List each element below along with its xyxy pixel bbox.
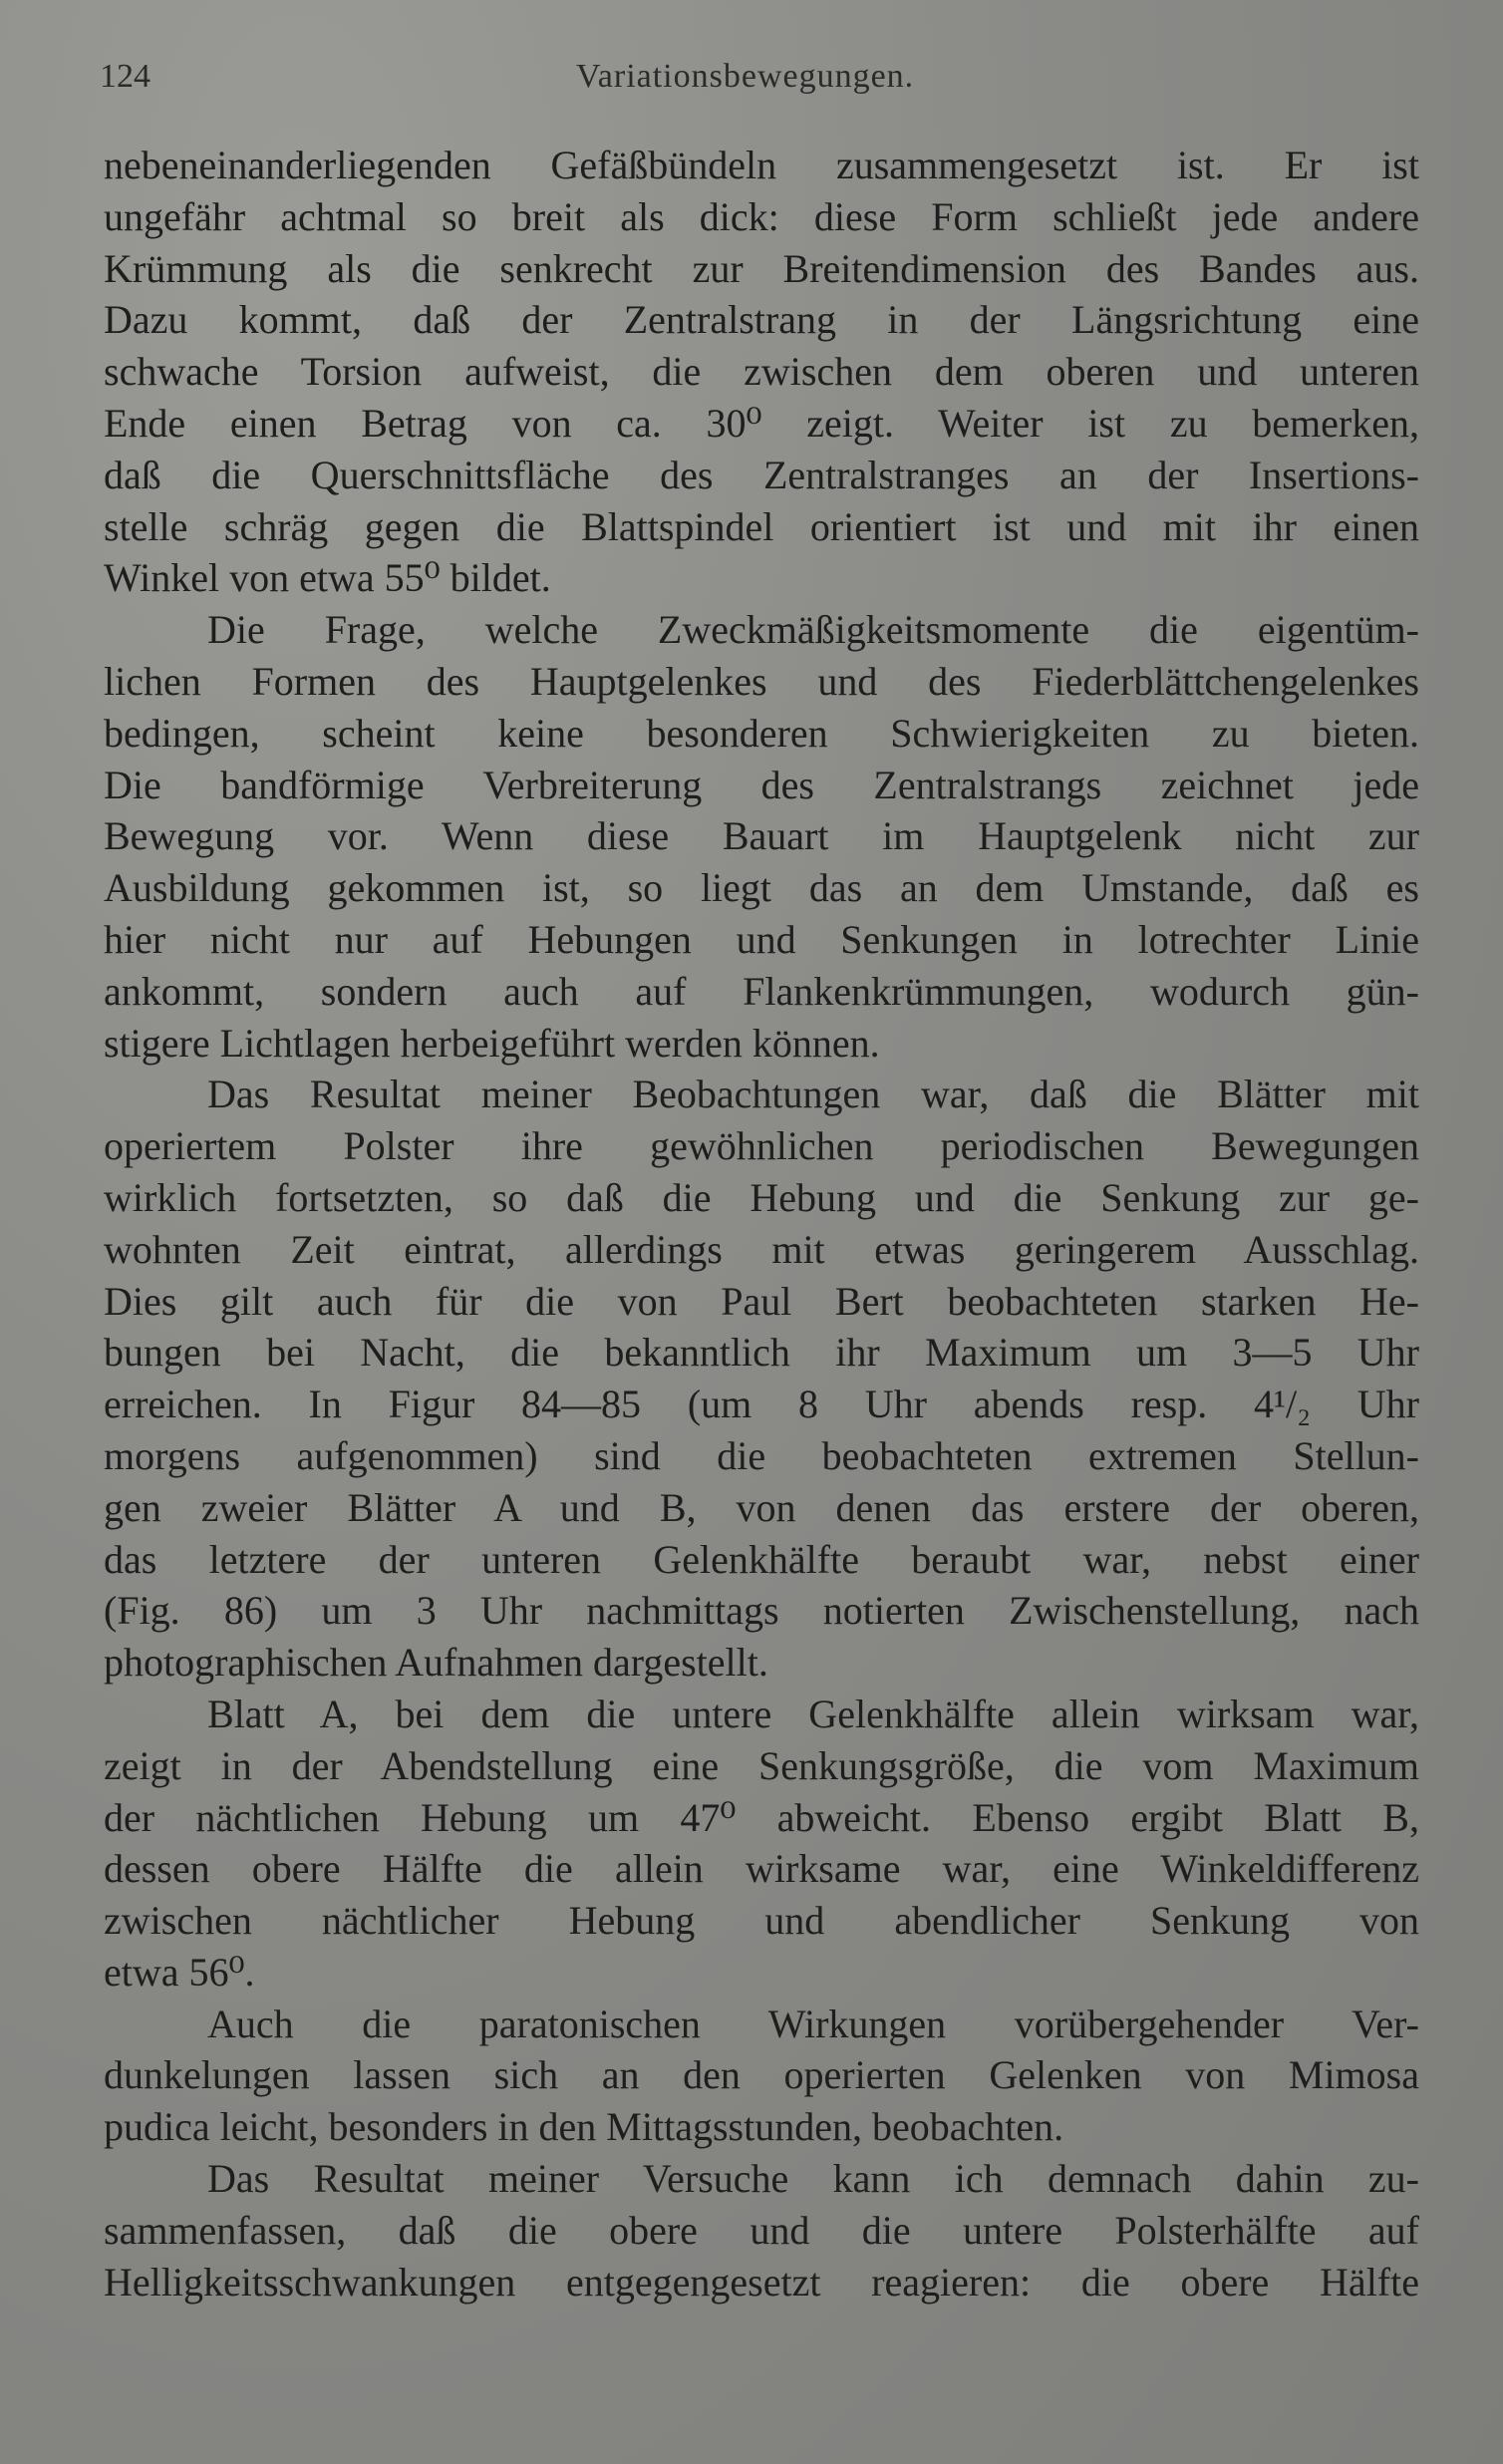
text-line: bungen bei Nacht, die bekanntlich ihr Maximum um 3—5 Uhr	[104, 1330, 1419, 1376]
page-number: 124	[100, 58, 150, 95]
text-line: nebeneinanderliegenden Gefäßbündeln zusammengesetzt ist. Er ist	[104, 143, 1419, 187]
text-line: Dies gilt auch für die von Paul Bert beobachteten starken He-	[104, 1278, 1419, 1324]
text-line: der nächtlichen Hebung um 47⁰ abweicht. Ebenso ergibt Blatt B,	[104, 1794, 1419, 1840]
text-line: operiertem Polster ihre gewöhnlichen periodischen Bewegungen	[104, 1123, 1419, 1169]
paragraph	[104, 1689, 1419, 1999]
text-line: Die Frage, welche Zweckmäßigkeitsmomente die eigentüm-	[207, 607, 1419, 653]
text-line: schwache Torsion aufweist, die zwischen dem oberen und unteren	[104, 349, 1419, 395]
text-line: (Fig. 86) um 3 Uhr nachmittags notierten Zwischenstellung, nach	[104, 1588, 1419, 1634]
text-line: ankommt, sondern auch auf Flankenkrümmungen, wodurch gün-	[104, 968, 1419, 1014]
paragraph	[104, 1069, 1419, 1689]
text-line: dunkelungen lassen sich an den operierten Gelenken von Mimosa	[104, 2052, 1419, 2098]
text-line: dessen obere Hälfte die allein wirksame war, eine Winkeldifferenz	[104, 1846, 1419, 1892]
text-line: Helligkeitsschwankungen entgegengesetzt reagieren: die obere Hälfte	[104, 2259, 1419, 2305]
text-line: Ende einen Betrag von ca. 30⁰ zeigt. Weiter ist zu bemerken,	[104, 400, 1419, 446]
running-title: Variationsbewegungen.	[576, 58, 915, 95]
paragraph	[104, 1999, 1419, 2153]
text-line: photographischen Aufnahmen dargestellt.	[104, 1640, 768, 1686]
text-line: Blatt A, bei dem die untere Gelenkhälfte allein wirksam war,	[207, 1691, 1419, 1736]
paragraph	[104, 2153, 1419, 2308]
text-line: Winkel von etwa 55⁰ bildet.	[104, 555, 551, 601]
text-line: stelle schräg gegen die Blattspindel orientiert ist und mit ihr einen	[104, 503, 1419, 549]
text-line: Das Resultat meiner Beobachtungen war, daß die Blätter mit	[207, 1072, 1419, 1117]
paragraph	[104, 140, 1419, 604]
text-line: wirklich fortsetzten, so daß die Hebung und die Senkung zur ge-	[104, 1174, 1419, 1220]
text-line: zwischen nächtlicher Hebung und abendlicher Senkung von	[104, 1898, 1419, 1944]
text-line: gen zweier Blätter A und B, von denen das erstere der oberen,	[104, 1484, 1419, 1530]
text-line: daß die Querschnittsfläche des Zentralstranges an der Insertions-	[104, 452, 1419, 497]
text-line: Das Resultat meiner Versuche kann ich demnach dahin zu-	[207, 2156, 1419, 2202]
text-line: lichen Formen des Hauptgelenkes und des Fiederblättchengelenkes	[104, 658, 1419, 704]
text-line: Krümmung als die senkrecht zur Breitendimension des Bandes aus.	[104, 245, 1419, 291]
text-line: Die bandförmige Verbreiterung des Zentralstrangs zeichnet jede	[104, 762, 1419, 807]
text-line: Dazu kommt, daß der Zentralstrang in der Längsrichtung eine	[104, 297, 1419, 343]
text-line: wohnten Zeit eintrat, allerdings mit etwas geringerem Ausschlag.	[104, 1226, 1419, 1272]
text-line: zeigt in der Abendstellung eine Senkungsgröße, die vom Maximum	[104, 1742, 1419, 1788]
text-line: pudica leicht, besonders in den Mittagsstunden, beobachten.	[104, 2104, 1064, 2150]
text-line: etwa 56⁰.	[104, 1949, 255, 1995]
text-line: Ausbildung gekommen ist, so liegt das an dem Umstande, daß es	[104, 865, 1419, 911]
text-line: bedingen, scheint keine besonderen Schwierigkeiten zu bieten.	[104, 710, 1419, 756]
text-line: ungefähr achtmal so breit als dick: diese Form schließt jede andere	[104, 193, 1419, 239]
text-line: Auch die paratonischen Wirkungen vorübergehender Ver-	[207, 2001, 1419, 2046]
body-text	[104, 140, 1419, 2308]
paragraph	[104, 604, 1419, 1069]
text-line: Bewegung vor. Wenn diese Bauart im Hauptgelenk nicht zur	[104, 813, 1419, 859]
text-line: sammenfassen, daß die obere und die untere Polsterhälfte auf	[104, 2207, 1419, 2253]
running-head	[100, 58, 1415, 108]
text-line: das letztere der unteren Gelenkhälfte beraubt war, nebst einer	[104, 1536, 1419, 1582]
text-line: stigere Lichtlagen herbeigeführt werden können.	[104, 1020, 880, 1066]
text-line: morgens aufgenommen) sind die beobachteten extremen Stellun-	[104, 1432, 1419, 1478]
text-line: hier nicht nur auf Hebungen und Senkungen in lotrechter Linie	[104, 916, 1419, 962]
text-line: erreichen. In Figur 84—85 (um 8 Uhr abends resp. 4¹/₂ Uhr	[104, 1382, 1419, 1427]
